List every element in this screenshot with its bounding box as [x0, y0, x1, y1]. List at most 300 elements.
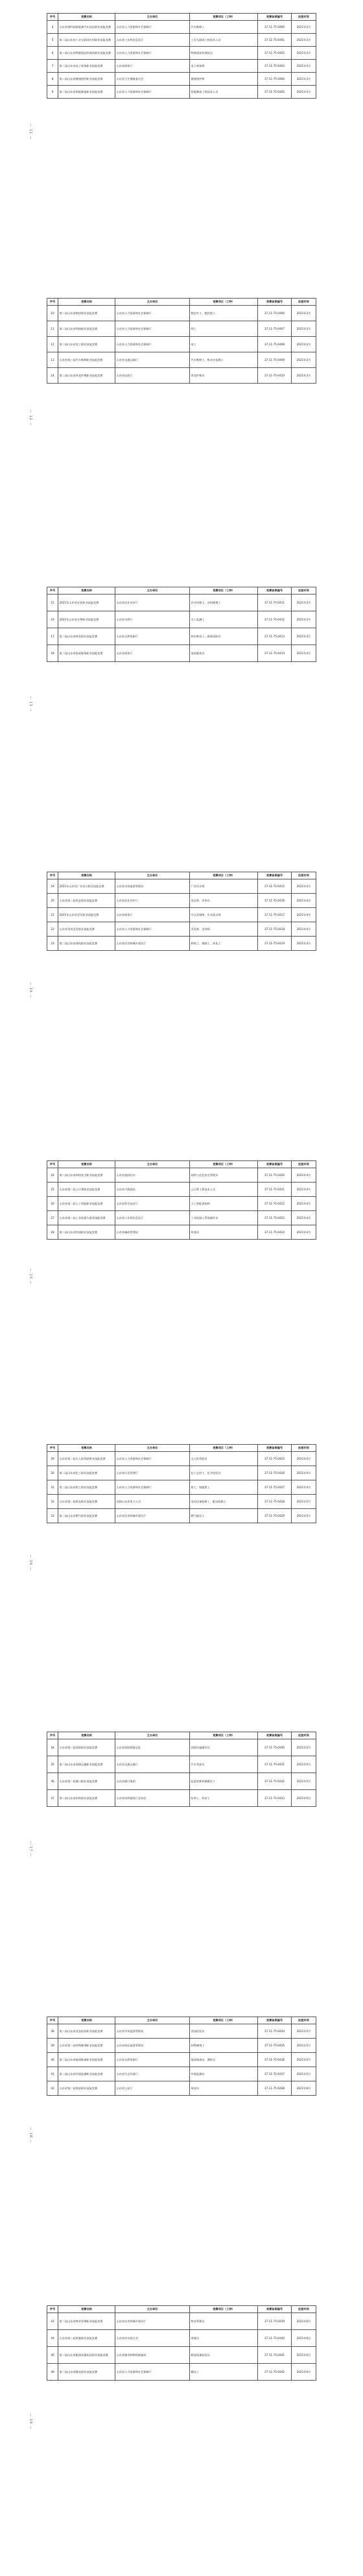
- header-name: 竞赛名称: [58, 872, 115, 879]
- competition-table: [47, 2017, 316, 2096]
- cell-filing-code: 37-11-75-0421: [258, 1183, 292, 1197]
- cell-organizer: 山东省交通运输厅: [115, 1756, 190, 1773]
- cell-organizer: 山东省人力资源和社会保障厅: [115, 321, 190, 337]
- cell-no: 25: [47, 1183, 58, 1197]
- header-name: 竞赛名称: [58, 2306, 115, 2313]
- header-no: 序号: [47, 14, 58, 21]
- cell-occupation: 模具工: [190, 2364, 258, 2381]
- cell-filing-code: 37-11-75-0408: [258, 337, 292, 352]
- cell-filing-code: 37-11-75-0414: [258, 645, 292, 662]
- header-date: 批复时间: [292, 1445, 316, 1452]
- cell-organizer: 山东省人力资源和社会保障厅: [115, 1452, 190, 1466]
- table-row: [47, 1495, 316, 1509]
- cell-occupation: 物业管理员: [190, 2313, 258, 2330]
- cell-approval-date: 2021年3月: [292, 306, 316, 321]
- header-code: 竞赛备案编号: [258, 872, 292, 879]
- cell-filing-code: 37-11-75-0433: [258, 1790, 292, 1807]
- cell-no: 20: [47, 894, 58, 908]
- table-row: [47, 894, 316, 908]
- table-row: [47, 2347, 316, 2364]
- cell-organizer: 山东省交通运输厅: [115, 352, 190, 368]
- cell-approval-date: 2021年6月: [292, 2313, 316, 2330]
- cell-filing-code: 37-11-75-0403: [258, 60, 292, 73]
- cell-filing-code: 37-11-75-0432: [258, 1773, 292, 1790]
- cell-organizer: 山东省民政厅: [115, 368, 190, 384]
- cell-competition-name: 第二届山东省快递职业技能竞赛: [58, 1225, 115, 1240]
- cell-occupation: 数控车工、数控铣工: [190, 306, 258, 321]
- cell-no: 40: [47, 2053, 58, 2067]
- header-name: 竞赛名称: [58, 2017, 115, 2024]
- table-header-row: [47, 872, 316, 879]
- cell-filing-code: 37-11-75-0426: [258, 1466, 292, 1480]
- header-unit: 主办单位: [115, 872, 190, 879]
- cell-occupation: 无人机驾驶员: [190, 1452, 258, 1466]
- cell-organizer: 山东省人力资源和社会保障厅: [115, 1480, 190, 1495]
- cell-occupation: 燃气输送工: [190, 1509, 258, 1523]
- page-number: — 14 —: [29, 982, 32, 999]
- document-page: [0, 0, 363, 286]
- table-row: [47, 595, 316, 611]
- table-header-row: [47, 587, 316, 595]
- table-row: [47, 60, 316, 73]
- table-row: [47, 1183, 316, 1197]
- cell-no: 22: [47, 922, 58, 937]
- cell-filing-code: 37-11-75-0411: [258, 595, 292, 611]
- table-row: [47, 2053, 316, 2067]
- table-row: [47, 1466, 316, 1480]
- cell-filing-code: 37-11-75-0410: [258, 368, 292, 384]
- cell-approval-date: 2021年4月: [292, 937, 316, 951]
- cell-competition-name: 第二届山东省建筑职业技能竞赛: [58, 937, 115, 951]
- table-row: [47, 1790, 316, 1807]
- cell-approval-date: 2021年5月: [292, 1509, 316, 1523]
- cell-competition-name: 山东省第二届云计算职业技能竞赛: [58, 1183, 115, 1197]
- cell-no: 44: [47, 2330, 58, 2347]
- table-row: [47, 306, 316, 321]
- cell-filing-code: 37-11-75-0415: [258, 879, 292, 894]
- table-row: [47, 908, 316, 922]
- cell-no: 42: [47, 2081, 58, 2096]
- cell-filing-code: 37-11-75-0404: [258, 73, 292, 86]
- cell-approval-date: 2021年4月: [292, 645, 316, 662]
- cell-organizer: 山东省纺织服装行业协会: [115, 1790, 190, 1807]
- cell-organizer: 山东省水利厅: [115, 611, 190, 628]
- cell-occupation: 茶艺师、评茶员: [190, 894, 258, 908]
- cell-occupation: 保安员: [190, 2081, 258, 2096]
- header-no: 序号: [47, 1732, 58, 1739]
- cell-no: 39: [47, 2039, 58, 2053]
- cell-no: 19: [47, 879, 58, 894]
- cell-occupation: 砌筑工、钢筋工、抹灰工: [190, 937, 258, 951]
- table-row: [47, 2024, 316, 2039]
- cell-organizer: 山东省科学技术厅: [115, 1197, 190, 1211]
- header-name: 竞赛名称: [58, 14, 115, 21]
- cell-filing-code: 37-11-75-0401: [258, 34, 292, 47]
- cell-filing-code: 37-11-75-0425: [258, 1452, 292, 1466]
- cell-no: 18: [47, 645, 58, 662]
- cell-competition-name: 山东省第二届消防职业技能竞赛: [58, 1739, 115, 1756]
- cell-no: 17: [47, 628, 58, 645]
- cell-competition-name: 第二届山东省健康照护职业技能竞赛: [58, 73, 115, 86]
- cell-occupation: 工业互联网工程技术人员: [190, 34, 258, 47]
- table-header-row: [47, 2017, 316, 2024]
- table-row: [47, 628, 316, 645]
- cell-organizer: 山东省人力资源和社会保障厅: [115, 86, 190, 99]
- cell-occupation: 药物制剂工: [190, 2039, 258, 2053]
- cell-competition-name: 山东省第二届人工智能职业技能竞赛: [58, 1197, 115, 1211]
- cell-occupation: 地质调查员、测绘员: [190, 2053, 258, 2067]
- table-row: [47, 879, 316, 894]
- page-number: — 11 —: [29, 123, 32, 140]
- cell-filing-code: 37-11-75-0417: [258, 908, 292, 922]
- cell-no: 11: [47, 321, 58, 337]
- document-page: [0, 572, 363, 859]
- document-page: [0, 2004, 363, 2290]
- cell-competition-name: 第二届山东省焊接职业技能竞赛: [58, 321, 115, 337]
- header-code: 竞赛备案编号: [258, 299, 292, 306]
- cell-approval-date: 2021年4月: [292, 1452, 316, 1466]
- cell-occupation: 电子商务师: [190, 60, 258, 73]
- cell-occupation: 网络与信息安全管理员: [190, 1168, 258, 1183]
- page-number: — 15 —: [29, 1268, 32, 1285]
- document-page: [0, 2290, 363, 2576]
- cell-organizer: 山东省人力资源和社会保障厅: [115, 2364, 190, 2381]
- table-row: [47, 1509, 316, 1523]
- cell-approval-date: 2021年4月: [292, 1466, 316, 1480]
- cell-competition-name: 第二届山东省养老护理职业技能竞赛: [58, 368, 115, 384]
- cell-organizer: 山东省商务厅: [115, 645, 190, 662]
- cell-filing-code: 37-11-75-0412: [258, 611, 292, 628]
- cell-competition-name: 第二届山东省钳工职业技能竞赛: [58, 1480, 115, 1495]
- cell-organizer: 山东省邮政管理局: [115, 1225, 190, 1240]
- table-row: [47, 937, 316, 951]
- cell-approval-date: 2021年6月: [292, 2081, 316, 2096]
- cell-no: 21: [47, 908, 58, 922]
- cell-approval-date: 2021年6月: [292, 2330, 316, 2347]
- cell-competition-name: 山东省第三届汽车维修职业技能竞赛: [58, 352, 115, 368]
- cell-approval-date: 2021年3月: [292, 86, 316, 99]
- cell-approval-date: 2021年4月: [292, 879, 316, 894]
- cell-no: 32: [47, 1495, 58, 1509]
- cell-approval-date: 2021年3月: [292, 595, 316, 611]
- cell-approval-date: 2021年4月: [292, 1183, 316, 1197]
- cell-approval-date: 2021年3月: [292, 73, 316, 86]
- cell-approval-date: 2021年6月: [292, 2364, 316, 2381]
- table-row: [47, 1739, 316, 1756]
- cell-competition-name: 第二届山东省电子商务职业技能竞赛: [58, 60, 115, 73]
- cell-no: 33: [47, 1509, 58, 1523]
- table-row: [47, 86, 316, 99]
- header-unit: 主办单位: [115, 1732, 190, 1739]
- header-name: 竞赛名称: [58, 1732, 115, 1739]
- cell-filing-code: 37-11-75-0431: [258, 1756, 292, 1773]
- cell-competition-name: 第二届山东省模具职业技能竞赛: [58, 2364, 115, 2381]
- cell-filing-code: 37-11-75-0423: [258, 1211, 292, 1225]
- cell-organizer: 山东省大数据局: [115, 1183, 190, 1197]
- cell-organizer: 山东省卫生健康委员会: [115, 73, 190, 86]
- header-name: 竞赛名称: [58, 587, 115, 595]
- cell-competition-name: 第二届山东省食品检验职业技能竞赛: [58, 2024, 115, 2039]
- table-row: [47, 352, 316, 368]
- cell-occupation: 智能制造工程技术人员: [190, 86, 258, 99]
- cell-filing-code: 37-11-75-0402: [258, 47, 292, 60]
- cell-competition-name: 山东省第二届育婴职业技能竞赛: [58, 2330, 115, 2347]
- cell-organizer: 山东省港口集团: [115, 1773, 190, 1790]
- cell-no: 10: [47, 306, 58, 321]
- document-page: [0, 1431, 363, 1717]
- cell-no: 43: [47, 2313, 58, 2330]
- header-scope: 竞赛项目（工种）: [190, 2017, 258, 2024]
- cell-competition-name: 2021年山东省广告设计职业技能竞赛: [58, 879, 115, 894]
- header-unit: 主办单位: [115, 587, 190, 595]
- table-row: [47, 21, 316, 34]
- cell-no: 45: [47, 2347, 58, 2364]
- cell-occupation: 电工: [190, 337, 258, 352]
- cell-filing-code: 37-11-75-0416: [258, 894, 292, 908]
- cell-occupation: 育婴员: [190, 2330, 258, 2347]
- cell-approval-date: 2021年4月: [292, 1197, 316, 1211]
- document-page: [0, 286, 363, 572]
- table-header-row: [47, 1732, 316, 1739]
- page-number: — 18 —: [29, 2127, 32, 2144]
- cell-organizer: 山东省住房和城乡建设厅: [115, 2313, 190, 2330]
- cell-approval-date: 2021年5月: [292, 2053, 316, 2067]
- cell-competition-name: 第二届山东省家政服务职业技能竞赛: [58, 645, 115, 662]
- competition-table: [47, 587, 316, 662]
- cell-competition-name: 第二届山东省物业管理职业技能竞赛: [58, 2313, 115, 2330]
- cell-competition-name: 2021年山东省农业职业技能竞赛: [58, 595, 115, 611]
- cell-no: 27: [47, 1211, 58, 1225]
- header-scope: 竞赛项目（工种）: [190, 2306, 258, 2313]
- cell-competition-name: 山东省美容美发职业技能竞赛: [58, 922, 115, 937]
- document-page: [0, 1145, 363, 1431]
- cell-organizer: 山东省工业和信息化厅: [115, 34, 190, 47]
- competition-table: [47, 298, 316, 384]
- cell-filing-code: 37-11-75-0420: [258, 1168, 292, 1183]
- cell-organizer: 山东省农业农村厅: [115, 894, 190, 908]
- cell-no: 36: [47, 1773, 58, 1790]
- cell-organizer: 山东省自然资源厅: [115, 628, 190, 645]
- cell-occupation: 化工总控工、化学检验员: [190, 1466, 258, 1480]
- cell-competition-name: 第二届山东省环境监测职业技能竞赛: [58, 2067, 115, 2081]
- table-row: [47, 73, 316, 86]
- cell-no: 26: [47, 1197, 58, 1211]
- header-unit: 主办单位: [115, 2017, 190, 2024]
- cell-competition-name: 第二届山东省工业互联网应用职业技能竞赛: [58, 34, 115, 47]
- header-name: 竞赛名称: [58, 299, 115, 306]
- cell-no: 38: [47, 2024, 58, 2039]
- cell-occupation: 环境监测员: [190, 2067, 258, 2081]
- table-header-row: [47, 2306, 316, 2313]
- table-row: [47, 1756, 316, 1773]
- header-unit: 主办单位: [115, 299, 190, 306]
- table-row: [47, 1225, 316, 1240]
- cell-occupation: 汽车驾驶员: [190, 1756, 258, 1773]
- header-date: 批复时间: [292, 587, 316, 595]
- header-code: 竞赛备案编号: [258, 1161, 292, 1168]
- cell-filing-code: 37-11-75-0406: [258, 306, 292, 321]
- cell-no: 6: [47, 47, 58, 60]
- cell-competition-name: 第二届山东省燃气职业技能竞赛: [58, 1509, 115, 1523]
- cell-filing-code: 37-11-75-0422: [258, 1197, 292, 1211]
- table-row: [47, 1452, 316, 1466]
- cell-occupation: 钳工、装配钳工: [190, 1480, 258, 1495]
- table-row: [47, 1773, 316, 1790]
- cell-filing-code: 37-11-75-0437: [258, 2067, 292, 2081]
- cell-approval-date: 2021年4月: [292, 1168, 316, 1183]
- cell-competition-name: 山东省第二届工业机器人职业技能竞赛: [58, 1211, 115, 1225]
- header-no: 序号: [47, 872, 58, 879]
- cell-filing-code: 37-11-75-0439: [258, 2313, 292, 2330]
- cell-no: 14: [47, 368, 58, 384]
- cell-occupation: 家政服务员: [190, 645, 258, 662]
- cell-organizer: 山东省委网信办: [115, 1168, 190, 1183]
- table-row: [47, 2067, 316, 2081]
- cell-competition-name: 山东省第二届港口职业技能竞赛: [58, 1773, 115, 1790]
- cell-no: 16: [47, 611, 58, 628]
- cell-filing-code: 37-11-75-0419: [258, 937, 292, 951]
- table-row: [47, 2081, 316, 2096]
- cell-no: 46: [47, 2364, 58, 2381]
- table-row: [47, 2313, 316, 2330]
- cell-organizer: 山东省市场监督管理局: [115, 879, 190, 894]
- table-header-row: [47, 299, 316, 306]
- cell-occupation: 汽车维修工: [190, 21, 258, 34]
- cell-organizer: 山东省粮食和物资储备局: [115, 2347, 190, 2364]
- cell-competition-name: 山东省第二届无人机驾驶职业技能竞赛: [58, 1452, 115, 1466]
- cell-filing-code: 37-11-75-0435: [258, 2039, 292, 2053]
- cell-organizer: 山东省人力资源和社会保障厅: [115, 47, 190, 60]
- header-date: 批复时间: [292, 14, 316, 21]
- header-date: 批复时间: [292, 1161, 316, 1168]
- cell-occupation: 焊工: [190, 321, 258, 337]
- page-number: — 17 —: [29, 1841, 32, 1858]
- cell-no: 34: [47, 1739, 58, 1756]
- cell-competition-name: 第二届山东省数控职业技能竞赛: [58, 306, 115, 321]
- table-row: [47, 1168, 316, 1183]
- competition-table: [47, 1444, 316, 1523]
- cell-competition-name: 第二届山东省纺织职业技能竞赛: [58, 1790, 115, 1807]
- cell-occupation: 物联网安装调试员: [190, 47, 258, 60]
- cell-filing-code: 37-11-75-0438: [258, 2081, 292, 2096]
- cell-approval-date: 2021年5月: [292, 1495, 316, 1509]
- cell-filing-code: 37-11-75-0427: [258, 1480, 292, 1495]
- cell-occupation: 广告设计师: [190, 879, 258, 894]
- cell-occupation: 农业经理人、农机修理工: [190, 595, 258, 611]
- cell-organizer: 山东省住房和城乡建设厅: [115, 1509, 190, 1523]
- header-code: 竞赛备案编号: [258, 587, 292, 595]
- cell-organizer: 山东省住房和城乡建设厅: [115, 937, 190, 951]
- cell-organizer: 国网山东省电力公司: [115, 1495, 190, 1509]
- cell-no: 35: [47, 1756, 58, 1773]
- header-scope: 竞赛项目（工种）: [190, 299, 258, 306]
- cell-approval-date: 2021年6月: [292, 2347, 316, 2364]
- cell-occupation: 美发师、美容师: [190, 922, 258, 937]
- header-name: 竞赛名称: [58, 1161, 115, 1168]
- table-header-row: [47, 1161, 316, 1168]
- cell-filing-code: 37-11-75-0429: [258, 1509, 292, 1523]
- cell-organizer: 山东省人力资源和社会保障厅: [115, 337, 190, 352]
- header-date: 批复时间: [292, 2306, 316, 2313]
- cell-occupation: 健康照护师: [190, 73, 258, 86]
- cell-competition-name: 山东省第四届新能源汽车技术职业技能竞赛: [58, 21, 115, 34]
- competition-table: [47, 2305, 316, 2381]
- table-row: [47, 2039, 316, 2053]
- cell-approval-date: 2021年3月: [292, 337, 316, 352]
- cell-occupation: 起重装卸机械操作工: [190, 1773, 258, 1790]
- cell-filing-code: 37-11-75-0430: [258, 1739, 292, 1756]
- table-row: [47, 2330, 316, 2347]
- header-no: 序号: [47, 1445, 58, 1452]
- cell-approval-date: 2021年3月: [292, 47, 316, 60]
- header-code: 竞赛备案编号: [258, 2017, 292, 2024]
- header-unit: 主办单位: [115, 2306, 190, 2313]
- header-unit: 主办单位: [115, 14, 190, 21]
- cell-filing-code: 37-11-75-0413: [258, 628, 292, 645]
- table-row: [47, 1211, 316, 1225]
- cell-occupation: 工业机器人系统操作员: [190, 1211, 258, 1225]
- cell-approval-date: 2021年5月: [292, 1739, 316, 1756]
- cell-competition-name: 第二届山东省林业职业技能竞赛: [58, 628, 115, 645]
- table-row: [47, 922, 316, 937]
- cell-no: 4: [47, 21, 58, 34]
- cell-approval-date: 2021年4月: [292, 1211, 316, 1225]
- cell-organizer: 山东省人力资源和社会保障厅: [115, 922, 190, 937]
- table-row: [47, 321, 316, 337]
- cell-approval-date: 2021年3月: [292, 21, 316, 34]
- cell-filing-code: 37-11-75-0424: [258, 1225, 292, 1240]
- header-no: 序号: [47, 1161, 58, 1168]
- cell-organizer: 山东省公安厅: [115, 2081, 190, 2096]
- header-code: 竞赛备案编号: [258, 2306, 292, 2313]
- table-row: [47, 337, 316, 352]
- cell-filing-code: 37-11-75-0407: [258, 321, 292, 337]
- header-no: 序号: [47, 587, 58, 595]
- cell-approval-date: 2021年3月: [292, 611, 316, 628]
- cell-occupation: 食品检验员: [190, 2024, 258, 2039]
- cell-filing-code: 37-11-75-0428: [258, 1495, 292, 1509]
- cell-occupation: 粮油质量检验员: [190, 2347, 258, 2364]
- cell-approval-date: 2021年3月: [292, 628, 316, 645]
- cell-no: 13: [47, 352, 58, 368]
- header-unit: 主办单位: [115, 1161, 190, 1168]
- cell-competition-name: 第二届山东省化工职业技能竞赛: [58, 1466, 115, 1480]
- header-no: 序号: [47, 299, 58, 306]
- competition-table: [47, 872, 316, 951]
- cell-occupation: 汽车维修工、机动车检测工: [190, 352, 258, 368]
- table-row: [47, 368, 316, 384]
- cell-approval-date: 2021年5月: [292, 2067, 316, 2081]
- page-number: — 16 —: [29, 1554, 32, 1571]
- header-scope: 竞赛项目（工种）: [190, 1161, 258, 1168]
- competition-table: [47, 1160, 316, 1240]
- header-date: 批复时间: [292, 2017, 316, 2024]
- header-code: 竞赛备案编号: [258, 1732, 292, 1739]
- header-name: 竞赛名称: [58, 1445, 115, 1452]
- table-row: [47, 611, 316, 628]
- cell-occupation: 人工智能训练师: [190, 1197, 258, 1211]
- table-row: [47, 1197, 316, 1211]
- cell-competition-name: 第二届山东省物联网安装调试职业技能竞赛: [58, 47, 115, 60]
- cell-filing-code: 37-11-75-0400: [258, 21, 292, 34]
- cell-no: 5: [47, 34, 58, 47]
- cell-no: 12: [47, 337, 58, 352]
- table-row: [47, 34, 316, 47]
- table-header-row: [47, 14, 316, 21]
- page-number: — 12 —: [29, 410, 32, 426]
- cell-organizer: 山东省商务厅: [115, 60, 190, 73]
- header-scope: 竞赛项目（工种）: [190, 1445, 258, 1452]
